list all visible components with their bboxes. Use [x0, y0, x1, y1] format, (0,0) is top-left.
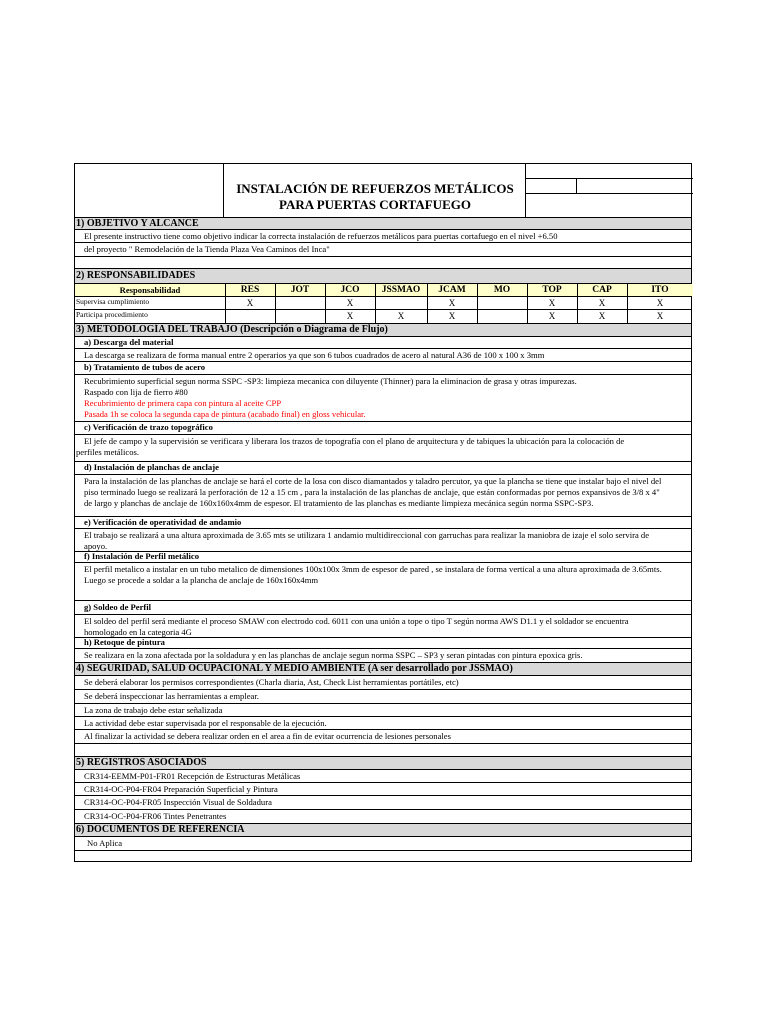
rule — [75, 229, 691, 230]
rule — [75, 703, 691, 704]
responsibility-mark: X — [548, 311, 556, 321]
step-a-title: a) Descarga del material — [84, 337, 174, 347]
seguridad-item-3: La zona de trabajo debe estar señalizada — [84, 705, 223, 715]
section-registros-header: 5) REGISTROS ASOCIADOS — [75, 757, 691, 769]
objetivo-line-2: del proyecto " Remodelación de la Tienda Plaza Vea Caminos del Inca" — [84, 244, 330, 254]
rule — [75, 782, 691, 783]
section-documentos-header: 6) DOCUMENTOS DE REFERENCIA — [75, 824, 691, 836]
responsibility-mark: X — [656, 311, 664, 321]
rule — [75, 729, 691, 730]
section-objetivo-header: 1) OBJETIVO Y ALCANCE — [75, 218, 691, 229]
rule — [75, 637, 691, 638]
step-e-line-1: El trabajo se realizará a una altura aproximada de 3.65 mts se utilizara 1 andamio multidireccional con garruchas para realizar la maniobra de izaje el solo servira de — [84, 530, 650, 540]
step-f-title: f) Instalación de Perfil metálico — [84, 551, 200, 561]
rule — [75, 348, 691, 349]
role-header-mo: MO — [493, 285, 511, 295]
seguridad-item-1: Se deberá elaborar los permisos correspondientes (Charla diaria, Ast, Check List herramientas portátiles, etc) — [84, 677, 459, 687]
rule — [75, 374, 691, 375]
responsabilidad-header-label: Responsabilidad — [119, 285, 181, 295]
role-header-ito: ITO — [651, 285, 669, 295]
registro-item-2: CR314-OC-P04-FR04 Preparación Superficial y Pintura — [84, 784, 278, 794]
step-c-title: c) Verificación de trazo topográfico — [84, 422, 213, 432]
rule — [75, 528, 691, 529]
rule — [75, 716, 691, 717]
responsibility-mark: X — [346, 298, 354, 308]
documento-item-1: No Aplica — [87, 838, 123, 848]
section-responsabilidades-header: 2) RESPONSABILIDADES — [75, 269, 691, 283]
rule — [75, 850, 691, 851]
rule — [75, 743, 691, 744]
section-metodologia-header: 3) METODOLOGÍA DEL TRABAJO (Descripción o Diagrama de Flujo) — [75, 324, 691, 336]
rule — [75, 648, 691, 649]
document-title — [225, 181, 525, 213]
step-c-line-2: perfiles metálicos. — [76, 447, 139, 457]
header-right-box — [525, 178, 693, 179]
registro-item-3: CR314-OC-P04-FR05 Inspección Visual de Soldadura — [84, 797, 272, 807]
step-b-line-1: Recubrimiento superficial segun norma SSPC -SP3: limpieza mecanica con diluyente (Thinner) para la eliminacion de grasa y otras impurezas. — [84, 376, 577, 386]
step-e-title: e) Verificación de operatividad de andamio — [84, 517, 242, 527]
role-header-jot: JOT — [290, 285, 310, 295]
step-g-line-2: homologado en la categoria 4G — [84, 627, 192, 637]
rule — [75, 836, 691, 837]
rule — [75, 256, 691, 257]
rule — [75, 600, 691, 601]
step-b-line-2: Raspado con lija de fierro #80 — [84, 387, 188, 397]
responsibility-mark: X — [397, 311, 405, 321]
rule — [75, 562, 691, 563]
section-seguridad-header: 4) SEGURIDAD, SALUD OCUPACIONAL Y MEDIO AMBIENTE (A ser desarrollado por JSSMAO) — [75, 663, 691, 675]
step-e-line-2: apoyo. — [84, 541, 108, 551]
step-g-line-1: El soldeo del perfil será mediante el proceso SMAW con electrodo cod. 6011 con una unión a tope o tipo T según norma AWS D1.1 y el soldador se encuentra — [84, 616, 629, 626]
step-h-text: Se realizara en la zona afectada por la soldadura y en las planchas de anclaje segun norma SSPC – SP3 y seran pintadas con pintura epoxica gris. — [84, 650, 583, 660]
role-header-cap: CAP — [592, 285, 612, 295]
responsibility-mark: X — [548, 298, 556, 308]
step-a-text: La descarga se realizara de forma manual entre 2 operarios ya que son 6 tubos cuadrados de acero al natural A36 de 100 x 100 x 3mm — [84, 350, 545, 360]
responsibility-mark: X — [598, 298, 606, 308]
rule — [75, 689, 691, 690]
rule — [75, 769, 691, 770]
rule — [75, 434, 691, 435]
registro-item-1: CR314-EEMM-P01-FR01 Recepción de Estructuras Metálicas — [84, 771, 301, 781]
responsibility-mark: X — [346, 311, 354, 321]
responsibility-mark: X — [448, 311, 456, 321]
responsibility-mark: X — [448, 298, 456, 308]
seguridad-item-4: La actividad debe estar supervisada por el responsable de la ejecución. — [84, 718, 327, 728]
rule — [75, 614, 691, 615]
rule — [75, 675, 691, 676]
row-label-supervisa: Supervisa cumplimiento — [76, 297, 150, 306]
role-header-jco: JCO — [340, 285, 360, 295]
step-b-title: b) Tratamiento de tubos de acero — [84, 362, 206, 372]
step-b-line-3: Recubrimiento de primera capa con pintura al aceite CPP — [84, 398, 282, 408]
title-line-2: PARA PUERTAS CORTAFUEGO — [279, 197, 471, 212]
objetivo-line-1: El presente instructivo tiene como objetivo indicar la correcta instalación de refuerzos metálicos para puertas cortafuego en el nivel +6.50 — [84, 231, 558, 241]
role-header-top: TOP — [542, 285, 562, 295]
rule — [75, 474, 691, 475]
rule — [75, 809, 691, 810]
role-header-jcam: JCAM — [438, 285, 466, 295]
seguridad-item-5: Al finalizar la actividad se debera realizar orden en el area a fin de evitar ocurrencia de lesiones personales — [84, 731, 451, 741]
step-d-title: d) Instalación de planchas de anclaje — [84, 462, 219, 472]
header-right-inner-divider — [576, 178, 577, 193]
step-g-title: g) Soldeo de Perfil — [84, 602, 152, 612]
responsibility-mark: X — [656, 298, 664, 308]
rule — [75, 242, 691, 243]
registro-item-4: CR314-OC-P04-FR06 Tintes Penetrantes — [84, 811, 227, 821]
header-left-divider — [223, 164, 224, 217]
step-b-line-4: Pasada 1h se coloca la segunda capa de pintura (acabado final) en gloss vehicular. — [84, 409, 366, 419]
title-line-1: INSTALACIÓN DE REFUERZOS METÁLICOS — [236, 181, 514, 196]
step-d-line-3: de largo y planchas de anclaje de 160x160x4mm de espesor. El tratamiento de las planchas es mediante limpieza mecánica según norma SSPC-SP3. — [84, 498, 594, 508]
seguridad-item-2: Se deberá inspeccionar las herramientas a emplear. — [84, 691, 259, 701]
header-right-box-row2 — [525, 193, 693, 194]
step-d-line-1: Para la instalación de las planchas de anclaje se hará el corte de la losa con disco diamantados y taladro percutor, ya que la plancha se tiene que instalar bajo el nivel del — [84, 476, 662, 486]
header-right-divider — [525, 164, 526, 217]
role-header-res: RES — [240, 285, 260, 295]
step-h-title: h) Retoque de pintura — [84, 637, 165, 647]
row-label-participa: Participa procedimiento — [76, 310, 148, 319]
step-c-line-1: El jefe de campo y la supervisión se verificara y liberara los trazos de topografía con el plano de arquitectura y de tabiques la ubicación para la colocación de — [84, 436, 625, 446]
responsibility-mark: X — [246, 298, 254, 308]
step-f-line-2: Luego se procede a soldar a la plancha de anclaje de 160x160x4mm — [84, 575, 319, 585]
role-header-jssmao: JSSMAO — [381, 285, 421, 295]
rule — [75, 795, 691, 796]
step-f-line-1: El perfil metalico a instalar en un tubo metalico de dimensiones 100x100x 3mm de espesor de pared , se instalara de forma vertical a una altura aproximada de 3.65mts. — [84, 564, 662, 574]
responsibility-mark: X — [598, 311, 606, 321]
step-d-line-2: piso terminado luego se realizará la perforación de 12 a 15 cm , para la instalación de las planchas de anclaje, que están conformadas por pernos expansivos de 3/8 x 4" — [84, 487, 660, 497]
work-instruction-form — [74, 163, 692, 862]
